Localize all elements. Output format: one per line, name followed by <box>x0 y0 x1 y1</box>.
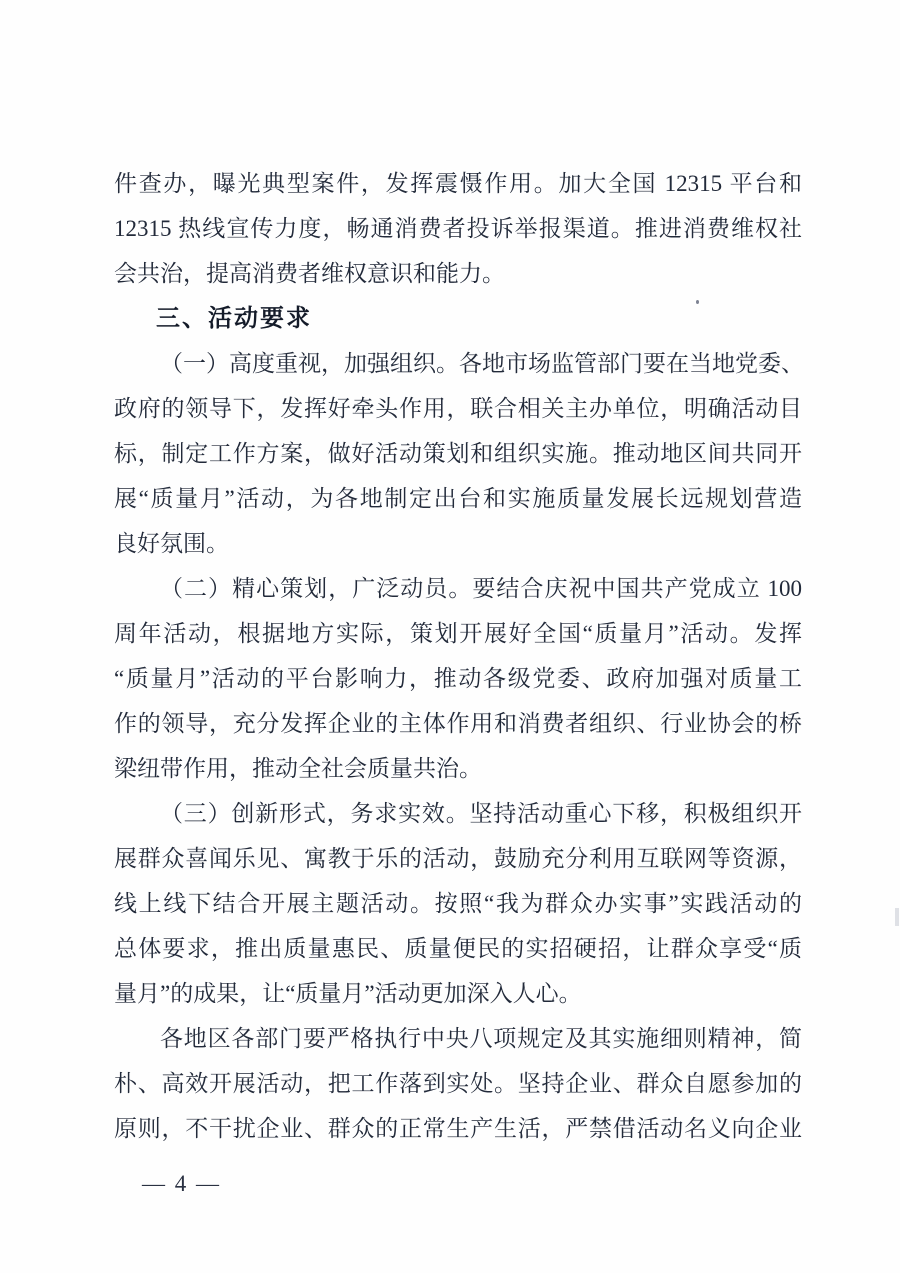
text-line: 12315 热线宣传力度，畅通消费者投诉举报渠道。推进消费维权社 <box>114 216 802 241</box>
text-line: 展“质量月”活动，为各地制定出台和实施质量发展长远规划营造 <box>114 486 802 511</box>
text-line: “质量月”活动的平台影响力，推动各级党委、政府加强对质量工 <box>114 666 802 691</box>
text-line: 周年活动，根据地方实际，策划开展好全国“质量月”活动。发挥 <box>114 621 802 646</box>
text-line: 原则，不干扰企业、群众的正常生产生活，严禁借活动名义向企业 <box>114 1116 802 1141</box>
paragraph <box>114 566 802 791</box>
text-line: 展群众喜闻乐见、寓教于乐的活动，鼓励充分利用互联网等资源， <box>114 846 802 871</box>
paragraph <box>114 341 802 566</box>
text-line: （二）精心策划，广泛动员。要结合庆祝中国共产党成立 100 <box>160 576 802 601</box>
text-line: 各地区各部门要严格执行中央八项规定及其实施细则精神，简 <box>160 1026 802 1051</box>
scan-edge-mark <box>895 908 899 926</box>
paragraph <box>114 791 802 1016</box>
text-line: 量月”的成果，让“质量月”活动更加深入人心。 <box>114 981 582 1006</box>
page-number: — 4 — <box>142 1171 221 1196</box>
text-line: 作的领导，充分发挥企业的主体作用和消费者组织、行业协会的桥 <box>114 711 802 736</box>
text-line: 线上线下结合开展主题活动。按照“我为群众办实事”实践活动的 <box>114 891 802 916</box>
text-line: （三）创新形式，务求实效。坚持活动重心下移，积极组织开 <box>160 801 802 826</box>
text-line: （一）高度重视，加强组织。各地市场监管部门要在当地党委、 <box>160 351 804 376</box>
text-line: 标，制定工作方案，做好活动策划和组织实施。推动地区间共同开 <box>114 441 802 466</box>
text-line: 朴、高效开展活动，把工作落到实处。坚持企业、群众自愿参加的 <box>114 1071 802 1096</box>
text-line: 梁纽带作用，推动全社会质量共治。 <box>114 756 482 781</box>
text-line: 良好氛围。 <box>114 531 229 556</box>
text-line: 会共治，提高消费者维权意识和能力。 <box>114 261 505 286</box>
text-line: 件查办，曝光典型案件，发挥震慑作用。加大全国 12315 平台和 <box>114 171 802 196</box>
document-body <box>114 161 802 1151</box>
text-line: 总体要求，推出质量惠民、质量便民的实招硬招，让群众享受“质 <box>114 936 802 961</box>
paragraph <box>114 161 802 296</box>
text-line: 政府的领导下，发挥好牵头作用，联合相关主办单位，明确活动目 <box>114 396 802 421</box>
paragraph <box>114 1016 802 1151</box>
section-heading: 三、活动要求 <box>156 305 312 332</box>
scan-speck <box>696 300 699 304</box>
